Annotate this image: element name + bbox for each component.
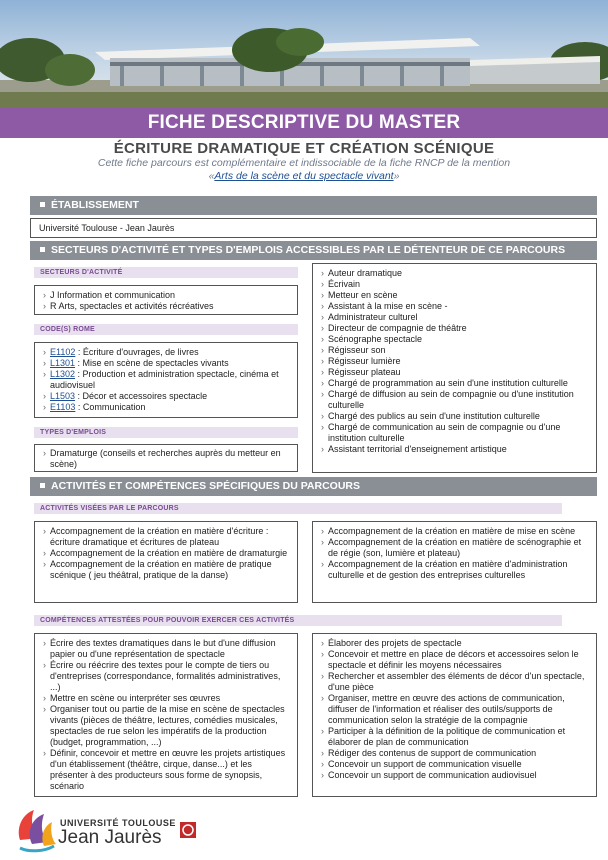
list-item: › Chargé de programmation au sein d'une institution culturelle [321, 378, 588, 389]
rome-code-link[interactable]: L1302 [50, 369, 76, 379]
sub-label-activites: ACTIVITÉS VISÉES PAR LE PARCOURS [34, 503, 562, 514]
rome-box [34, 342, 298, 418]
rome-code-link[interactable]: L1503 [50, 391, 76, 401]
list-item: › Chargé des publics au sein d'une institution culturelle [321, 411, 588, 422]
quote-open: « [208, 170, 215, 182]
list-item: › Concevoir un support de communication audiovisuel [321, 770, 588, 781]
rome-code-link[interactable]: E1103 [50, 402, 76, 412]
list-item: › Accompagnement de la création en matière d'administration culturelle et de gestion des entreprises culturelles [321, 559, 588, 581]
list-item: › Dramaturge (conseils et recherches auprès du metteur en scène) [43, 448, 289, 470]
rome-label: : Décor et accessoires spectacle [75, 391, 208, 401]
list-item: › Régisseur son [321, 345, 588, 356]
list-item: › Accompagnement de la création en matière de dramaturgie [43, 548, 289, 559]
list-item: › J Information et communication [43, 290, 289, 301]
competences-right-box [312, 633, 597, 797]
rome-label: : Écriture d'ouvrages, de livres [75, 347, 199, 357]
list-item: › Écrire ou réécrire des textes pour le compte de tiers ou d'entreprises (correspondance, formalités administratives, ...) [43, 660, 289, 693]
campus-banner-image [0, 0, 608, 108]
list-item: › Administrateur culturel [321, 312, 588, 323]
list-item: › Chargé de communication au sein de compagnie ou d'une institution culturelle [321, 422, 588, 444]
list-item: › Organiser tout ou partie de la mise en scène de spectacles vivants (pièces de théâtre, lectures, comédies musicales, spectacles de rue selon les impératifs de la production (budget, programmation, ...) [43, 704, 289, 748]
list-item: › Écrire des textes dramatiques dans le but d'une diffusion papier ou d'une représentation de spectacle [43, 638, 289, 660]
list-item: › Participer à la définition de la politique de communication et élaborer de plan de communication [321, 726, 588, 748]
activites-left-box [34, 521, 298, 603]
rome-list [43, 347, 289, 413]
list-item: › Accompagnement de la création en matière de pratique scénique ( jeu théâtral, pratique de la danse) [43, 559, 289, 581]
mention-link[interactable]: Arts de la scène et du spectacle vivant [214, 170, 394, 182]
list-item: › Auteur dramatique [321, 268, 588, 279]
emplois-box [312, 263, 597, 473]
list-item: › Régisseur plateau [321, 367, 588, 378]
list-item: › Directeur de compagnie de théâtre [321, 323, 588, 334]
list-item [43, 402, 289, 413]
square-bullet-icon [40, 483, 45, 488]
types-box [34, 444, 298, 472]
list-item: › Accompagnement de la création en matière de scénographie et de régie (son, lumière et plateau) [321, 537, 588, 559]
list-item [43, 369, 289, 391]
list-item: › Mettre en scène ou interpréter ses œuvres [43, 693, 289, 704]
rome-code-link[interactable]: L1301 [50, 358, 76, 368]
list-item: › Concevoir un support de communication visuelle [321, 759, 588, 770]
section-header-etablissement [30, 196, 597, 215]
etablissement-box [30, 218, 597, 238]
section-header-activites [30, 477, 597, 496]
rome-label: : Mise en scène de spectacles vivants [75, 358, 229, 368]
page-title: FICHE DESCRIPTIVE DU MASTER [0, 108, 608, 138]
quote-close: » [393, 170, 400, 182]
list-item: › Organiser, mettre en œuvre des actions de communication, diffuser de l'information et réaliser des outils/supports de communication selon la stratégie de la compagnie [321, 693, 588, 726]
square-bullet-icon [40, 202, 45, 207]
list-item: › Scénographe spectacle [321, 334, 588, 345]
list-item: › R Arts, spectacles et activités récréatives [43, 301, 289, 312]
university-logo [14, 800, 214, 855]
activites-right-list [321, 526, 588, 581]
list-item: › Concevoir et mettre en place de décors et accessoires selon le spectacle et définir les moyens nécessaires [321, 649, 588, 671]
list-item: › Définir, concevoir et mettre en œuvre les projets artistiques d'un établissement (théâtre, cirque, danse...) et les présenter à des producteurs sous forme de synopsis, scénario [43, 748, 289, 792]
rncp-note [0, 157, 608, 183]
list-item: › Rechercher et assembler des éléments de décor d'un spectacle, d'une pièce [321, 671, 588, 693]
rome-label: : Communication [75, 402, 146, 412]
square-bullet-icon [40, 247, 45, 252]
list-item [43, 347, 289, 358]
list-item: › Accompagnement de la création en matière de mise en scène [321, 526, 588, 537]
list-item: › Élaborer des projets de spectacle [321, 638, 588, 649]
activites-left-list [43, 526, 289, 581]
secteurs-box [34, 285, 298, 315]
activites-right-box [312, 521, 597, 603]
list-item: › Assistant territorial d'enseignement artistique [321, 444, 588, 455]
list-item: › Écrivain [321, 279, 588, 290]
list-item: › Metteur en scène [321, 290, 588, 301]
list-item: › Assistant à la mise en scène - [321, 301, 588, 312]
competences-left-list [43, 638, 289, 792]
logo-line-1: UNIVERSITÉ TOULOUSE [60, 818, 176, 828]
competences-left-box [34, 633, 298, 797]
section-title: ÉTABLISSEMENT [51, 199, 139, 211]
list-item [43, 391, 289, 402]
sub-label-rome: CODE(S) ROME [34, 324, 298, 335]
sub-label-competences: COMPÉTENCES ATTESTÉES POUR POUVOIR EXERCER CES ACTIVITÉS [34, 615, 562, 626]
types-list [43, 448, 289, 470]
rome-label: : Production et administration spectacle, cinéma et audiovisuel [50, 369, 279, 390]
list-item: › Chargé de diffusion au sein de compagnie ou d'une institution culturelle [321, 389, 588, 411]
secteurs-list [43, 290, 289, 312]
list-item: › Régisseur lumière [321, 356, 588, 367]
list-item: › Accompagnement de la création en matière d'écriture : écriture dramatique et écritures de plateau [43, 526, 289, 548]
sub-label-types: TYPES D'EMPLOIS [34, 427, 298, 438]
sub-label-secteurs: SECTEURS D'ACTIVITÉ [34, 267, 298, 278]
list-item [43, 358, 289, 369]
emplois-list [321, 268, 588, 455]
etablissement-value: Université Toulouse - Jean Jaurès [39, 223, 175, 233]
list-item: › Rédiger des contenus de support de communication [321, 748, 588, 759]
rome-code-link[interactable]: E1102 [50, 347, 76, 357]
rncp-note-line: Cette fiche parcours est complémentaire et indissociable de la fiche RNCP de la mention [97, 157, 511, 169]
logo-line-2: Jean Jaurès [58, 827, 162, 848]
section-header-secteurs [30, 241, 597, 260]
master-subtitle: ÉCRITURE DRAMATIQUE ET CRÉATION SCÉNIQUE [113, 140, 495, 157]
section-title: ACTIVITÉS ET COMPÉTENCES SPÉCIFIQUES DU PARCOURS [51, 480, 361, 492]
section-title: SECTEURS D'ACTIVITÉ ET TYPES D'EMPLOIS ACCESSIBLES PAR LE DÉTENTEUR DE CE PARCOURS [51, 244, 566, 256]
competences-right-list [321, 638, 588, 781]
